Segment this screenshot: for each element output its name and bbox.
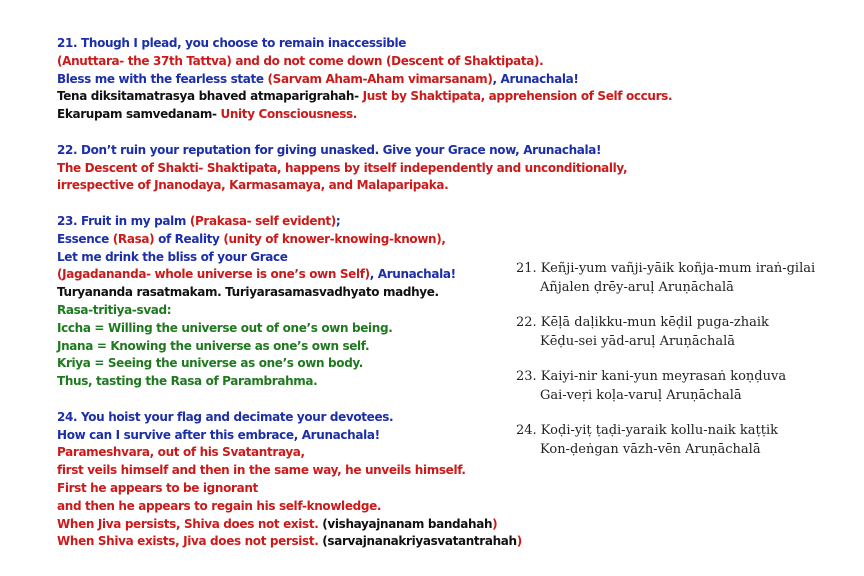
v21-ekarupam: Ekarupam samvedanam-: [57, 107, 221, 122]
tamil-verse-23: [516, 368, 856, 405]
v23-line-3: Let me drink the bliss of your Grace: [57, 249, 288, 264]
v24-line-6: and then he appears to regain his self-knowledge.: [57, 498, 382, 513]
v24-sarvajnana: (sarvajnanakriyasvatantrahah: [322, 534, 517, 549]
tamil-verse-22-line-2: Kēḍu-sei yād-aruḷ Aruṇāchalā: [540, 333, 735, 349]
tamil-verse-24-line-1: 24. Koḍi-yiṭ ṭaḍi-yaraik kollu-naik kaṭṭik: [516, 423, 778, 438]
v21-line-4: [57, 88, 673, 106]
v21-meaning: Just by Shaktipata, apprehension of Self occurs.: [362, 89, 673, 104]
v23-prakasa: (Prakasa- self evident): [189, 213, 336, 228]
v21-bless: Bless me with the fearless state: [57, 71, 268, 86]
v23-essence: Essence: [57, 231, 113, 246]
tamil-verse-21: [516, 260, 856, 297]
v23-line-9: Kriya = Seeing the universe as one’s own body.: [57, 356, 364, 371]
v21-anuttara: (Anuttara- the 37th Tattva): [57, 53, 232, 68]
v23-line-5: Turyananda rasatmakam. Turiyarasamasvadhyato madhye.: [57, 285, 439, 300]
v23-line-2: [57, 231, 657, 249]
v21-line-5: [57, 106, 657, 124]
v24-line-5: First he appears to be ignorant: [57, 480, 258, 495]
v22-line-2: The Descent of Shakti- Shaktipata, happens by itself independently and unconditionally,: [57, 160, 628, 175]
v21-unity: Unity Consciousness.: [220, 107, 358, 122]
tamil-verse-22: [516, 314, 856, 351]
tamil-verse-23-line-2: Gai-veṛi koḷa-varuḷ Aruṇāchalā: [540, 387, 742, 403]
v22-line-1: 22. Don’t ruin your reputation for giving unasked. Give your Grace now, Arunachala!: [57, 142, 602, 157]
v21-line-2: [57, 53, 657, 71]
v23-line-1: [57, 213, 657, 231]
v23-arunachala: , Arunachala!: [369, 267, 456, 282]
v21-line-1: 21. Though I plead, you choose to remain inaccessible: [57, 36, 407, 50]
v23-semicolon: ;: [335, 213, 341, 228]
v24-line-3: Parameshvara, out of his Svatantraya,: [57, 445, 305, 460]
tamil-verse-21-line-2: Añjalen ḍrēy-aruḷ Aruṇāchalā: [540, 279, 734, 295]
v23-jagadananda: (Jagadananda- whole universe is one’s own Self): [57, 267, 370, 282]
v24-line-8: [57, 533, 657, 551]
v24-line-1: 24. You hoist your flag and decimate your devotees.: [57, 409, 394, 424]
v24-paren-close-2: ): [516, 534, 522, 549]
v24-paren-close-1: ): [492, 516, 498, 531]
v23-unity: (unity of knower-knowing-known),: [223, 231, 446, 246]
v22-line-3: irrespective of Jnanodaya, Karmasamaya, and Malaparipaka.: [57, 178, 449, 193]
tamil-verse-23-line-1: 23. Kaiyi-nir kani-yun meyrasaṅ koṇḍuva: [516, 369, 787, 384]
v21-sarvam: (Sarvam Aham-Aham vimarsanam): [267, 71, 493, 86]
v23-rasa: (Rasa): [112, 231, 155, 246]
tamil-verse-21-line-1: 21. Keñji-yum vañji-yāik koñja-mum iraṅ-gilai: [516, 261, 816, 276]
v21-line-3: [57, 71, 657, 89]
v24-line-7: [57, 516, 657, 534]
v23-line-7: Iccha = Willing the universe out of one’s own being.: [57, 320, 393, 335]
v24-vishaya: (vishayajnanam bandahah: [322, 516, 493, 531]
v24-line-2: How can I survive after this embrace, Arunachala!: [57, 427, 380, 442]
v21-descent-text: and do not come down: [231, 53, 386, 68]
v24-line-4: first veils himself and then in the same way, he unveils himself.: [57, 463, 466, 478]
v24-jiva-persists: When Jiva persists, Shiva does not exist.: [57, 516, 323, 531]
tamil-verses-column: [516, 260, 856, 476]
v23-of-reality: of Reality: [154, 231, 224, 246]
v23-line-8: Jnana = Knowing the universe as one’s own self.: [57, 338, 370, 353]
v21-arunachala: , Arunachala!: [492, 71, 579, 86]
v23-fruit: 23. Fruit in my palm: [57, 213, 190, 228]
tamil-verse-22-line-1: 22. Kēḷā daḷikku-mun kēḍil puga-zhaik: [516, 315, 769, 330]
tamil-verse-24-line-2: Kon-ḍeṅgan vāzh-vēn Aruṇāchalā: [540, 441, 761, 457]
v23-line-6: Rasa-tritiya-svad:: [57, 302, 172, 317]
v24-shiva-exists: When Shiva exists, Jiva does not persist.: [57, 534, 323, 549]
v23-line-10: Thus, tasting the Rasa of Parambrahma.: [57, 374, 318, 389]
v21-shaktipata: (Descent of Shaktipata).: [385, 53, 544, 68]
v21-sanskrit: Tena diksitamatrasya bhaved atmaparigrahah-: [57, 89, 363, 104]
tamil-verse-24: [516, 422, 856, 459]
